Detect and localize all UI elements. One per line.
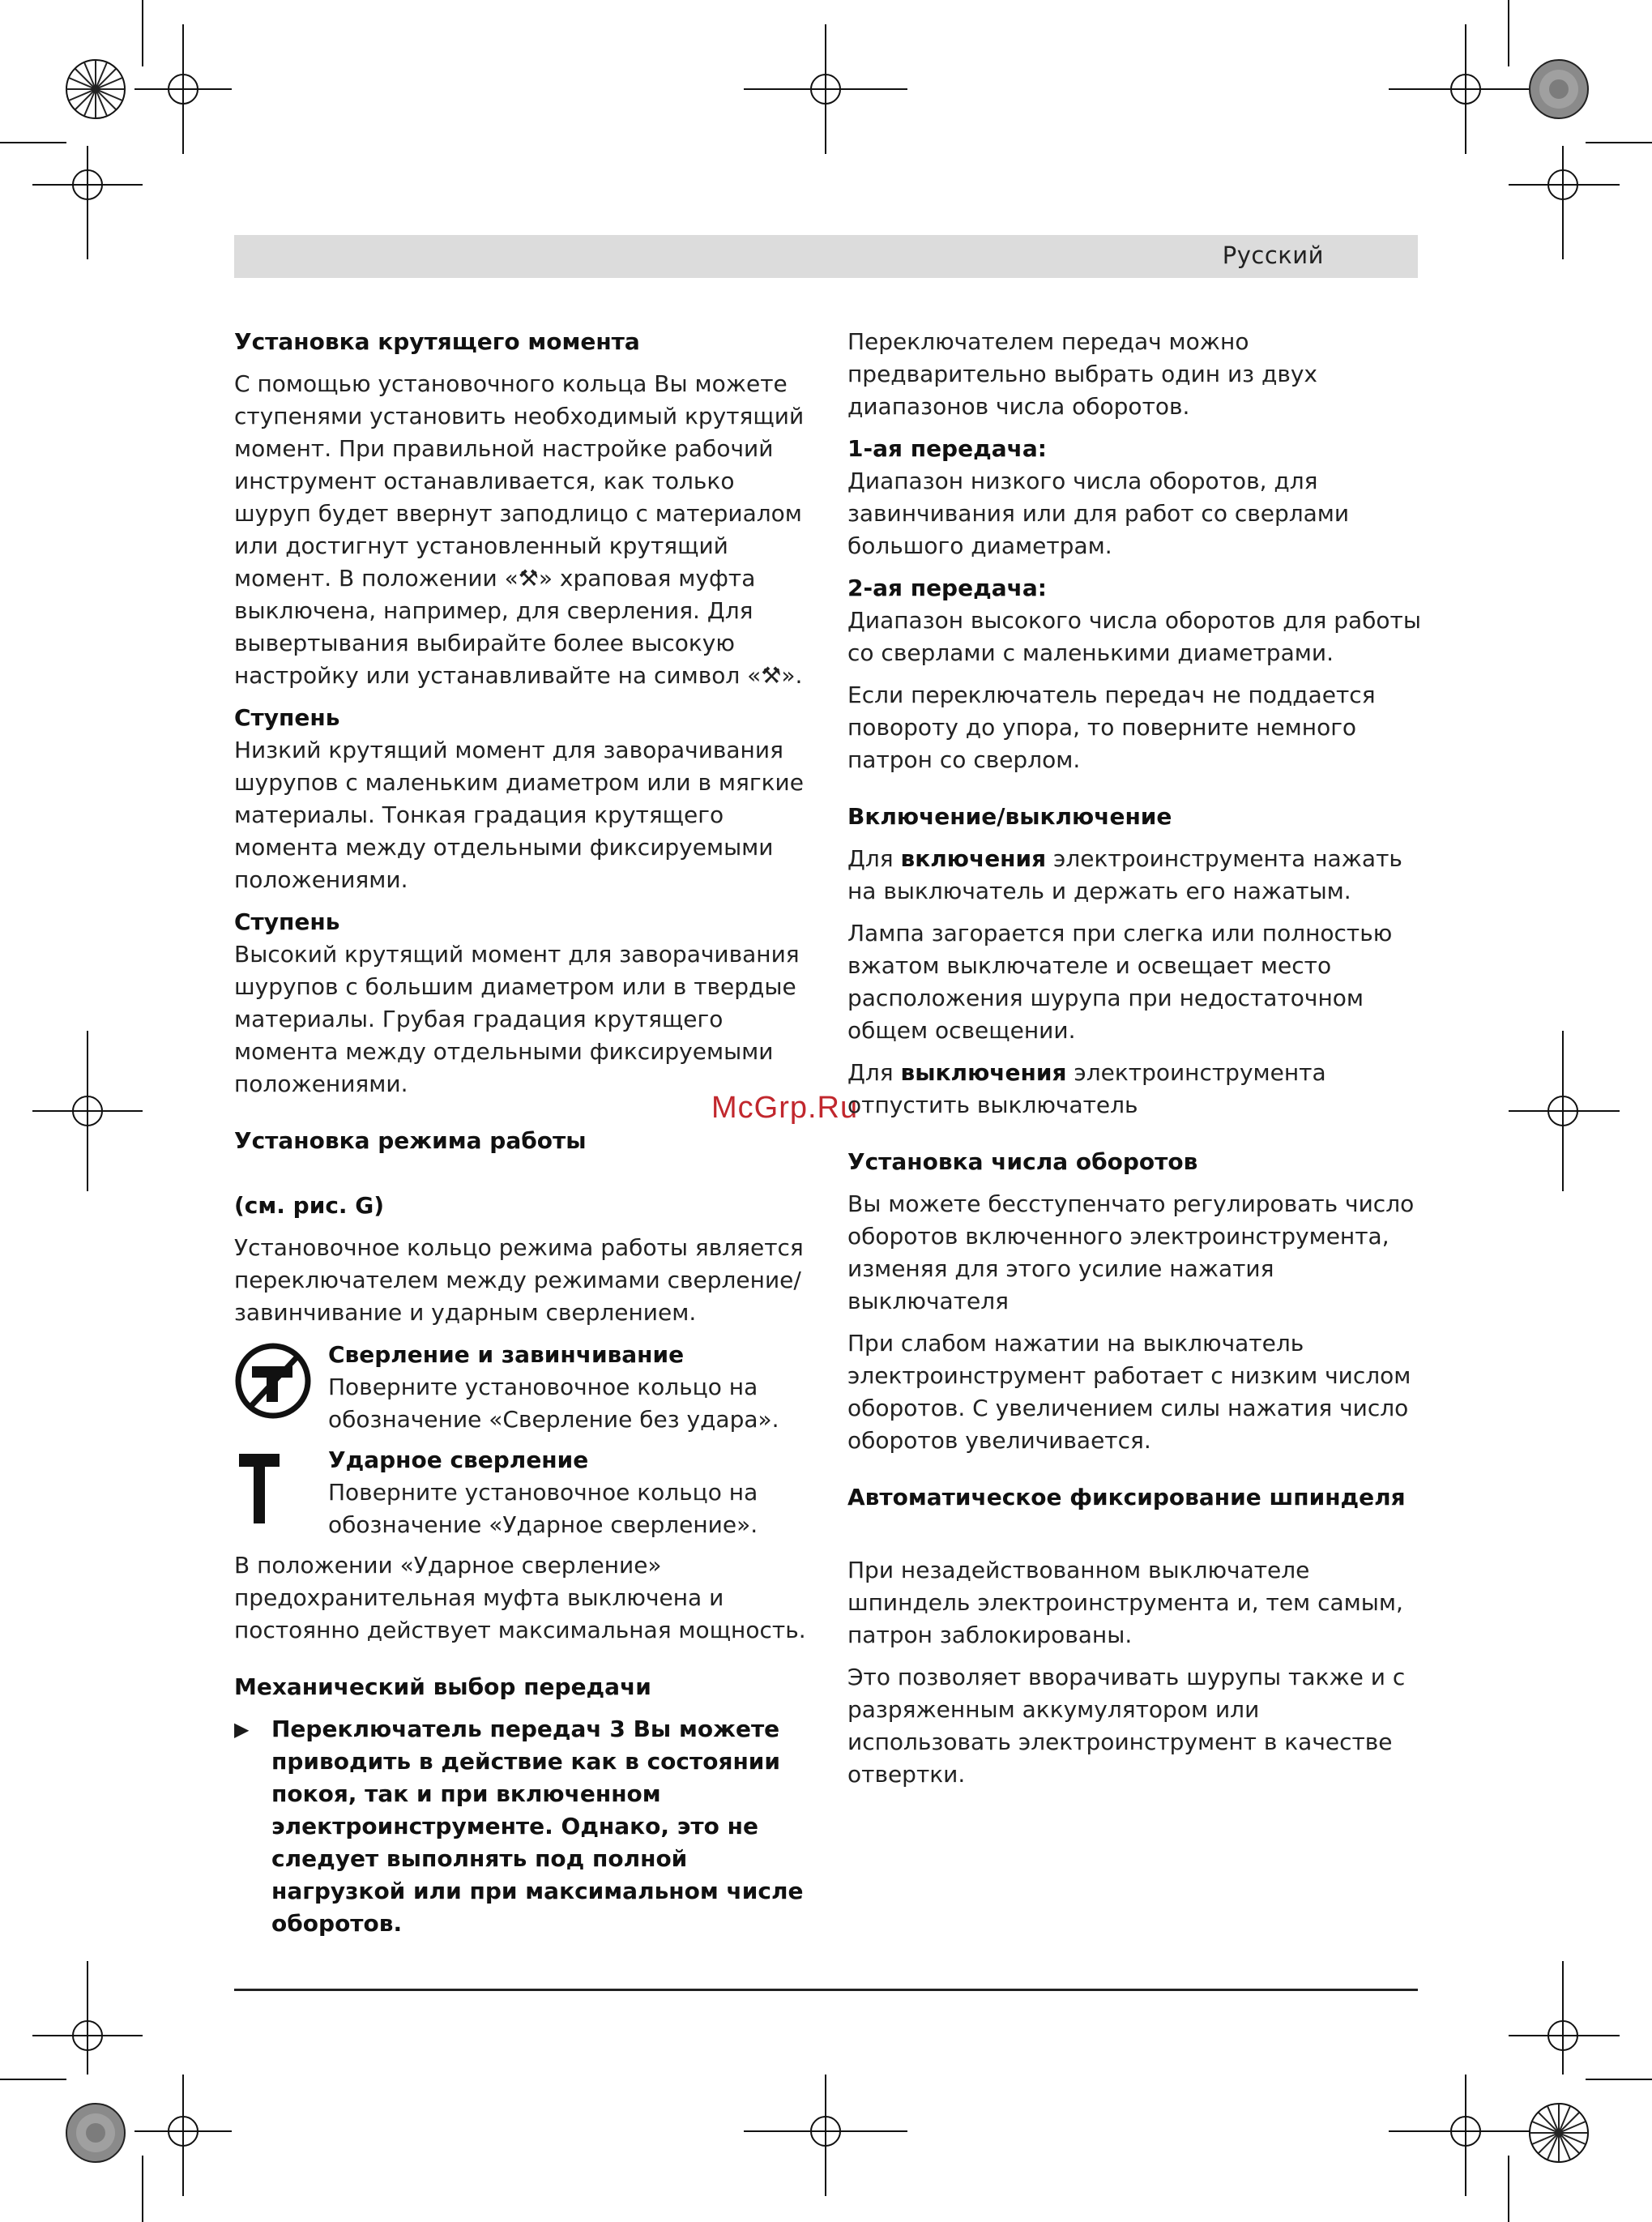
crosshair-icon — [134, 2075, 232, 2196]
crosshair-icon — [32, 1961, 143, 2075]
switch-off-bold: выключения — [900, 1059, 1067, 1086]
hammer-drill-icon — [234, 1447, 312, 1525]
gear-warning-bullet — [234, 1713, 808, 1940]
crosshair-icon — [744, 2075, 907, 2196]
gear1-text: Диапазон низкого числа оборотов, для завинчивания или для работ со сверлами большого диаметрам. — [847, 468, 1350, 559]
step1-text: Низкий крутящий момент для заворачивания шурупов с маленьким диаметром или в мягкие материалы. Тонкая градация крутящего момента между отдельными фиксируемыми положениями. — [234, 737, 804, 893]
gear-note: Если переключатель передач не поддается повороту до упора, то поверните немного патрон со сверлом. — [847, 682, 1376, 773]
gear1-heading: 1-ая передача: — [847, 435, 1047, 462]
crosshair-icon — [1509, 1961, 1620, 2075]
gear-heading: Механический выбор передачи — [234, 1673, 651, 1700]
speed-text-1: Вы можете бесступенчато регулировать число оборотов включенного электроинструмента, изменяя для этого усилие нажатия выключателя — [847, 1190, 1415, 1314]
triangle-bullet-icon: ▶ — [234, 1718, 250, 1741]
crosshair-icon — [32, 1031, 143, 1191]
crosshair-icon — [134, 24, 232, 154]
mode-text: Установочное кольцо режима работы является переключателем между режимами сверление/завинчивание и ударным сверлением. — [234, 1234, 804, 1326]
hammer-note: В положении «Ударное сверление» предохранительная муфта выключена и постоянно действует максимальная мощность. — [234, 1552, 806, 1643]
lamp-text: Лампа загорается при слегка или полностью вжатом выключателе и освещает место расположения шурупа при недостаточном общем освещении. — [847, 920, 1393, 1044]
gray-target-disc-icon — [66, 2104, 125, 2162]
gear-warning-text: Переключатель передач 3 Вы можете приводить в действие как в состоянии покоя, так и при включенном электроинструменте. Однако, это не следует выполнять под полной нагрузкой или при максимальном числе оборотов. — [271, 1716, 804, 1937]
bottom-rule — [234, 1989, 1418, 1991]
watermark: McGrp.Ru — [711, 1091, 859, 1125]
switch-off-prefix: Для — [847, 1059, 901, 1086]
torque-text: С помощью установочного кольца Вы можете ступенями установить необходимый крутящий момент. При правильной настройке рабочий инструмент останавливается, как только шуруп будет ввернут заподлицо с материалом или достигнут установленный крутящий момент. В положении «⚒» храповая муфта выключена, например, для сверления. Для вывертывания выбирайте более высокую настройку или устанавливайте на символ «⚒». — [234, 370, 805, 689]
crosshair-icon — [1509, 1031, 1620, 1191]
spindle-text-2: Это позволяет вворачивать шурупы также и с разряженным аккумулятором или использовать электроинструмент в качестве отвертки. — [847, 1664, 1406, 1788]
switch-off-text — [847, 1057, 1421, 1122]
gear2-heading: 2-ая передача: — [847, 575, 1047, 601]
starburst-target-icon — [66, 60, 125, 118]
gear2-text: Диапазон высокого числа оборотов для работы со сверлами с маленькими диаметрами. — [847, 607, 1421, 666]
right-column — [847, 326, 1421, 1791]
crosshair-icon — [1509, 146, 1620, 259]
crosshair-icon — [32, 146, 143, 259]
hammer-mode-heading: Ударное сверление — [328, 1446, 589, 1473]
drill-mode-block — [234, 1339, 808, 1436]
mode-heading: Установка режима работы — [234, 1127, 587, 1154]
switch-on-bold: включения — [900, 845, 1047, 872]
spindle-text-1: При незадействованном выключателе шпиндель электроинструмента и, тем самым, патрон заблокированы. — [847, 1557, 1403, 1648]
switch-on-prefix: Для — [847, 845, 901, 872]
mode-figure-ref: (см. рис. G) — [234, 1192, 385, 1219]
left-column — [234, 326, 808, 1940]
step2-text: Высокий крутящий момент для заворачивания шурупов с большим диаметром или в твердые материалы. Грубая градация крутящего момента между отдельными фиксируемыми положениями. — [234, 941, 800, 1097]
switch-off-suffix: электроинструмента отпустить выключатель — [847, 1059, 1326, 1118]
drill-mode-text: Поверните установочное кольцо на обозначение «Сверление без удара». — [328, 1374, 779, 1433]
switch-on-suffix: электроинструмента нажать на выключатель и держать его нажатым. — [847, 845, 1402, 904]
gear-intro: Переключателем передач можно предварительно выбрать один из двух диапазонов числа оборотов. — [847, 328, 1317, 420]
speed-heading: Установка числа оборотов — [847, 1148, 1198, 1175]
step2-heading: Ступень — [234, 908, 340, 935]
torque-heading: Установка крутящего момента — [234, 328, 640, 355]
drill-mode-heading: Сверление и завинчивание — [328, 1341, 685, 1368]
hammer-mode-block — [234, 1444, 808, 1541]
crosshair-icon — [1389, 2075, 1543, 2196]
page-language-label: Русский — [1222, 241, 1324, 269]
crosshair-icon — [744, 24, 907, 154]
hammer-mode-text: Поверните установочное кольцо на обозначение «Ударное сверление». — [328, 1479, 758, 1538]
speed-text-2: При слабом нажатии на выключатель электроинструмент работает с низким числом оборотов. С увеличением силы нажатия число оборотов увеличивается. — [847, 1330, 1411, 1454]
gray-target-disc-icon — [1530, 60, 1588, 118]
page-header-bar — [234, 235, 1418, 278]
switch-on-text — [847, 843, 1421, 908]
starburst-target-icon — [1530, 2104, 1588, 2162]
crosshair-icon — [1389, 24, 1543, 154]
drill-no-hammer-icon — [234, 1342, 312, 1420]
step1-heading: Ступень — [234, 704, 340, 731]
onoff-heading: Включение/выключение — [847, 803, 1172, 830]
spindle-heading: Автоматическое фиксирование шпинделя — [847, 1484, 1406, 1511]
